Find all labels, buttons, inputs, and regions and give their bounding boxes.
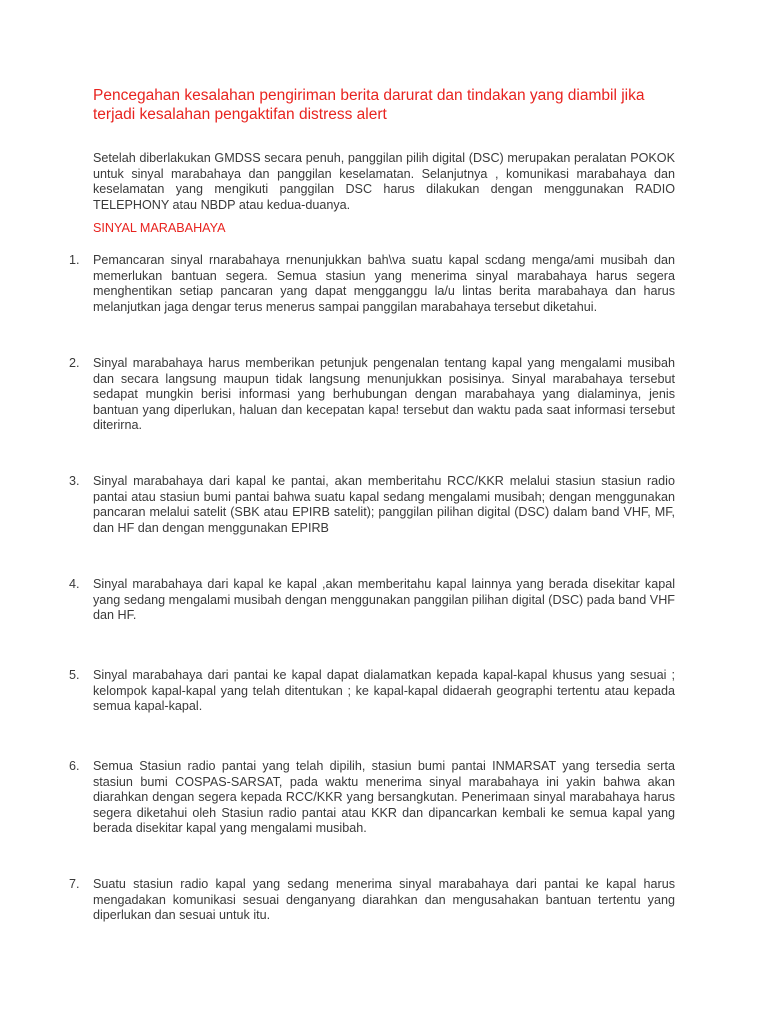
- list-item-text: Sinyal marabahaya harus memberikan petunjuk pengenalan tentang kapal yang mengalami musibah dan secara langsung maupun tidak langsung menunjukkan posisinya. Sinyal marabahaya tersebut sedapat mungkin berisi informasi yang berhubungan dengan marabahaya yang dialaminya, jenis bantuan yang diperlukan, haluan dan kecepatan kapa! tersebut dan waktu pada saat informasi tersebut diterirna.: [93, 356, 675, 432]
- intro-paragraph: Setelah diberlakukan GMDSS secara penuh, panggilan pilih digital (DSC) merupakan peralatan POKOK untuk sinyal marabahaya dan panggilan keselamatan. Selanjutnya , komunikasi marabahaya dan keselamatan yang mengikuti panggilan DSC harus dilakukan dengan menggunakan RADIO TELEPHONY atau NBDP atau kedua-duanya.: [93, 151, 675, 212]
- list-item-text: Sinyal marabahaya dari pantai ke kapal dapat dialamatkan kepada kapal-kapal khusus yang sesuai ; kelompok kapal-kapal yang telah ditentukan ; ke kapal-kapal didaerah geographi tertentu atau kepada semua kapal-kapal.: [93, 668, 675, 713]
- list-item-number: 1.: [69, 253, 80, 267]
- list-item-number: 6.: [69, 759, 80, 773]
- list-item-number: 4.: [69, 577, 80, 591]
- list-item-text: Suatu stasiun radio kapal yang sedang menerima sinyal marabahaya dari pantai ke kapal harus mengadakan komunikasi sesuai denganyang diarahkan dan mengusahakan bantuan tertentu yang diperlukan dan sesuai untuk itu.: [93, 877, 675, 922]
- list-item-text: Pemancaran sinyal rnarabahaya rnenunjukkan bah\va suatu kapal scdang menga/ami musibah dan memerlukan bantuan segera. Semua stasiun yang menerima sinyal marabahaya harus segera menghentikan setiap pancaran yang dapat mengganggu la/u lintas berita marabahaya dan harus melanjutkan jaga dengar terus menerus sampai panggilan marabahaya tersebut diketahui.: [93, 253, 675, 314]
- section-heading: SINYAL MARABAHAYA: [93, 221, 226, 235]
- list-item-number: 5.: [69, 668, 80, 682]
- list-item-number: 3.: [69, 474, 80, 488]
- document-title: Pencegahan kesalahan pengiriman berita darurat dan tindakan yang diambil jika terjadi kesalahan pengaktifan distress alert: [93, 87, 645, 123]
- list-item-text: Sinyal marabahaya dari kapal ke pantai, akan memberitahu RCC/KKR melalui stasiun stasiun radio pantai atau stasiun bumi pantai bahwa suatu kapal sedang mengalami musibah; dengan menggunakan pancaran melalui satelit (SBK atau EPIRB satelit); panggilan pilihan digital (DSC) dalam band VHF, MF, dan HF dan dengan menggunakan EPIRB: [93, 474, 675, 535]
- list-item-text: Sinyal marabahaya dari kapal ke kapal ,akan memberitahu kapal lainnya yang berada disekitar kapal yang sedang mengalami musibah dengan menggunakan panggilan pilihan digital (DSC) pada band VHF dan HF.: [93, 577, 675, 622]
- list-item-number: 2.: [69, 356, 80, 370]
- list-item-number: 7.: [69, 877, 80, 891]
- list-item-text: Semua Stasiun radio pantai yang telah dipilih, stasiun bumi pantai INMARSAT yang tersedia serta stasiun bumi COSPAS-SARSAT, pada waktu menerima sinyal marabahaya ini yakin bahwa akan diarahkan dengan segera kepada RCC/KKR yang bersangkutan. Penerimaan sinyal marabahaya harus segera diketahui oleh Stasiun radio pantai atau KKR dan dipancarkan kembali ke semua kapal yang berada disekitar kapal yang mengalami musibah.: [93, 759, 675, 835]
